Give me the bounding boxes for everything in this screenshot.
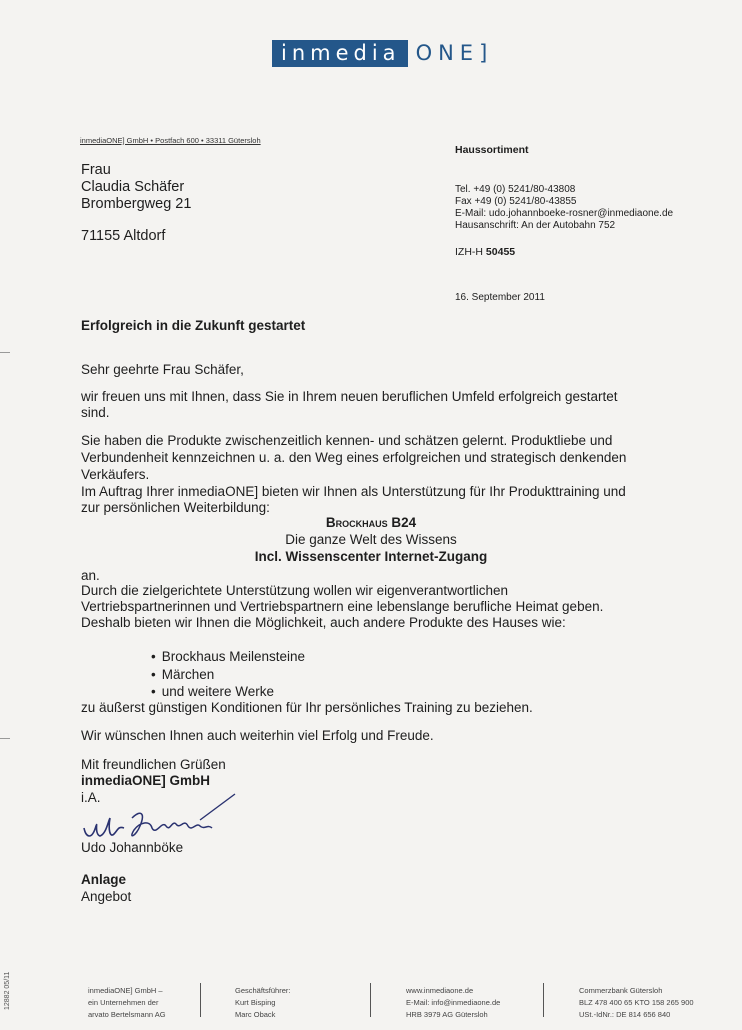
fold-mark <box>0 738 10 739</box>
footer-line: Commerzbank Gütersloh <box>579 986 663 995</box>
footer-management <box>235 985 290 1021</box>
footer-line: ein Unternehmen der <box>88 998 159 1007</box>
para3-line: Vertriebspartnerinnen und Vertriebspartnern eine lebenslange berufliche Heimat geben. <box>81 599 604 614</box>
footer-line: arvato Bertelsmann AG <box>88 1010 166 1019</box>
fold-mark <box>0 352 10 353</box>
footer-line: HRB 3979 AG Gütersloh <box>406 1010 488 1019</box>
letter-date: 16. September 2011 <box>455 292 545 303</box>
department: Haussortiment <box>455 144 529 156</box>
closing-ia: i.A. <box>81 790 101 805</box>
para2-line: Verbundenheit kennzeichnen u. a. den Weg eines erfolgreichen und strategisch denkenden <box>81 450 627 465</box>
recipient-city: 71155 Altdorf <box>81 228 166 244</box>
footer-company <box>88 985 166 1021</box>
logo-boxed-text: inmedia <box>272 40 408 67</box>
footer-divider <box>543 983 544 1017</box>
footer-line: USt.-IdNr.: DE 814 656 840 <box>579 1010 671 1019</box>
para1-line: sind. <box>81 405 110 420</box>
closing-regards: Mit freundlichen Grüßen <box>81 757 226 772</box>
list-item: • und weitere Werke <box>151 683 305 701</box>
attachment-item: Angebot <box>81 889 132 904</box>
contact-email: E-Mail: udo.johannboeke-rosner@inmediaone.de <box>455 208 674 219</box>
attachment-label: Anlage <box>81 872 127 887</box>
logo-text: ONE] <box>415 41 494 65</box>
closing-company: inmediaONE] GmbH <box>81 773 211 788</box>
offer-extra: Incl. Wissenscenter Internet-Zugang <box>254 549 488 564</box>
para3-line: Deshalb bieten wir Ihnen die Möglichkeit, auch andere Produkte des Hauses wie: <box>81 615 566 630</box>
footer-line: E-Mail: info@inmediaone.de <box>406 998 501 1007</box>
contact-tel: Tel. +49 (0) 5241/80-43808 <box>455 184 576 195</box>
footer-line: Geschäftsführer: <box>235 986 291 995</box>
footer-divider <box>200 983 201 1017</box>
offer-product: Brockhaus B24 <box>325 515 417 530</box>
footer-line: Marc Oback <box>235 1010 276 1019</box>
footer-web <box>406 985 500 1021</box>
company-logo <box>272 38 493 68</box>
para2-line: zur persönlichen Weiterbildung: <box>81 500 270 515</box>
para1-line: wir freuen uns mit Ihnen, dass Sie in Ihrem neuen beruflichen Umfeld erfolgreich gestartet <box>81 389 618 404</box>
contact-address: Hausanschrift: An der Autobahn 752 <box>455 220 616 231</box>
reference-number: 50455 <box>485 246 516 258</box>
reference <box>455 246 515 258</box>
list-item: • Märchen <box>151 666 305 684</box>
para4: zu äußerst günstigen Konditionen für Ihr persönliches Training zu beziehen. <box>81 700 533 715</box>
greeting: Sehr geehrte Frau Schäfer, <box>81 362 244 377</box>
recipient-name: Claudia Schäfer <box>81 179 185 195</box>
list-item: • Brockhaus Meilensteine <box>151 648 305 666</box>
sender-line: inmediaONE] GmbH • Postfach 600 • 33311 Gütersloh <box>80 136 261 145</box>
para3-line: Durch die zielgerichtete Unterstützung wollen wir eigenverantwortlichen <box>81 583 508 598</box>
reference-label: IZH-H <box>455 246 483 258</box>
para2-line: Im Auftrag Ihrer inmediaONE] bieten wir Ihnen als Unterstützung für Ihr Produkttraining und <box>81 484 626 499</box>
subject-line: Erfolgreich in die Zukunft gestartet <box>81 318 306 333</box>
recipient-street: Brombergweg 21 <box>81 196 192 212</box>
para3-line: an. <box>81 568 100 583</box>
para2-line: Verkäufers. <box>81 467 150 482</box>
footer-line: BLZ 478 400 65 KTO 158 265 900 <box>579 998 694 1007</box>
form-code: 12882 05/11 <box>4 971 11 1010</box>
footer-line: Kurt Bisping <box>235 998 276 1007</box>
contact-fax: Fax +49 (0) 5241/80-43855 <box>455 196 577 207</box>
footer-line: inmediaONE] GmbH – <box>88 986 163 995</box>
signer-name: Udo Johannböke <box>81 840 184 855</box>
footer-bank <box>579 985 694 1021</box>
wishes: Wir wünschen Ihnen auch weiterhin viel Erfolg und Freude. <box>81 728 434 743</box>
footer-line: www.inmediaone.de <box>406 986 474 995</box>
para2-line: Sie haben die Produkte zwischenzeitlich kennen- und schätzen gelernt. Produktliebe und <box>81 433 613 448</box>
product-list <box>151 648 305 701</box>
offer-tagline: Die ganze Welt des Wissens <box>285 532 457 547</box>
footer-divider <box>370 983 371 1017</box>
recipient-salutation: Frau <box>81 162 111 178</box>
